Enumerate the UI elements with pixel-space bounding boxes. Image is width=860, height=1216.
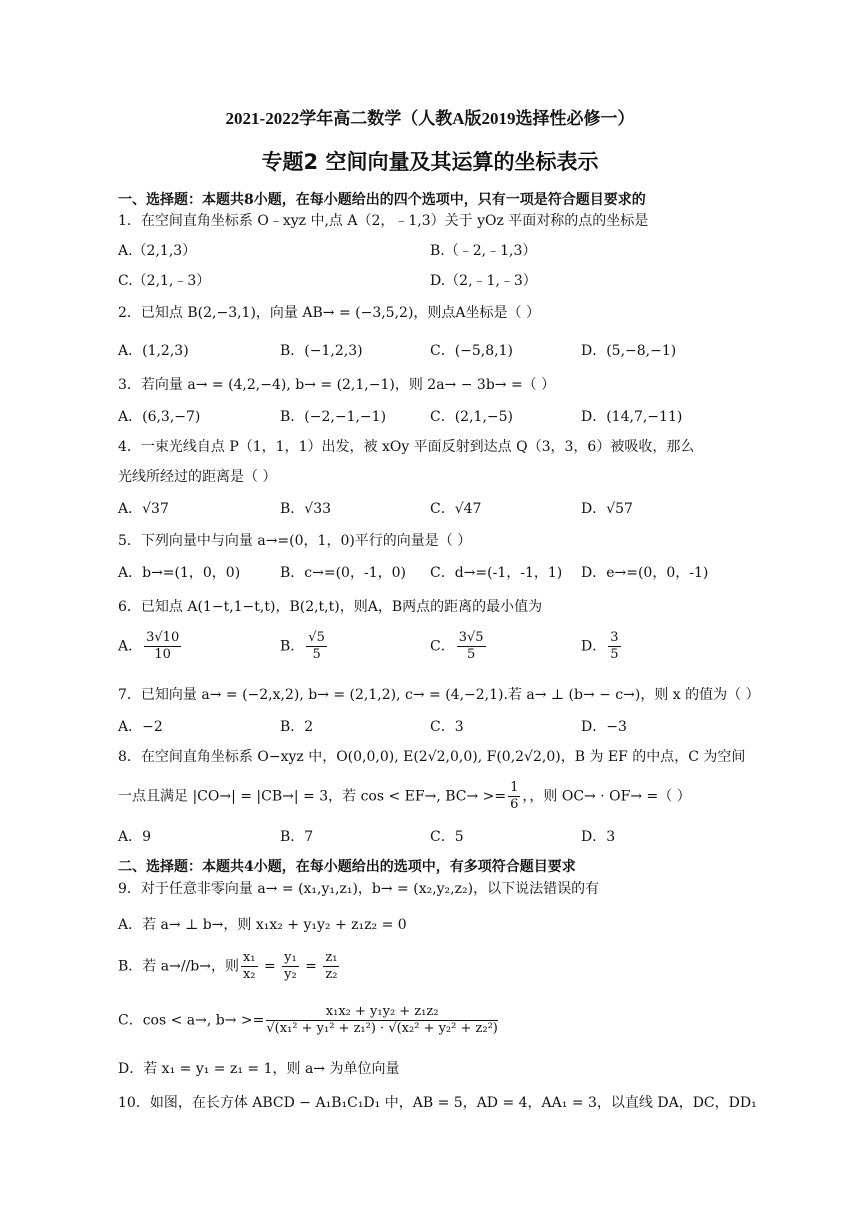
question-8-option-d: D．3 bbox=[581, 829, 616, 845]
question-6-stem: 6．已知点 A(1−t,1−t,t)，B(2,t,t)，则A，B两点的距离的最小值为 bbox=[118, 599, 543, 615]
fraction-y: $\frac{\text{y₁}}{\text{y₂}}$ bbox=[284, 950, 297, 982]
question-7-option-c: C．3 bbox=[430, 719, 464, 735]
option-label: B． bbox=[280, 638, 305, 655]
option-label: A． bbox=[118, 638, 143, 655]
question-6-option-d bbox=[581, 630, 623, 663]
question-9-option-b: B．若 a→//b→，则 $\frac{\text{x₁}}{\text{x₂}}$ = $\frac{\text{y₁}}{\text{y₂}}$ = $\frac{\text{z₁}}{\text{z₂}}$ bbox=[118, 950, 338, 982]
fraction-z: $\frac{\text{z₁}}{\text{z₂}}$ bbox=[325, 950, 338, 982]
question-1-option-a: A.（2,1,3） bbox=[118, 243, 197, 259]
question-7-option-d: D．−3 bbox=[581, 719, 627, 735]
question-2-option-a: A．(1,2,3) bbox=[118, 343, 189, 359]
question-3-option-a: A．(6,3,−7) bbox=[118, 409, 201, 425]
question-3-option-d: D．(14,7,−11) bbox=[581, 409, 683, 425]
question-8-option-c: C．5 bbox=[430, 829, 464, 845]
question-6-option-a bbox=[118, 630, 183, 663]
option-fraction: $\frac{√5}{5}$ bbox=[308, 630, 325, 662]
option-fraction: $\frac{3√10}{10}$ bbox=[146, 630, 180, 662]
question-4-stem-line-2: 光线所经过的距离是（ ） bbox=[118, 469, 277, 485]
question-9-option-d: D．若 x₁ = y₁ = z₁ = 1，则 a→ 为单位向量 bbox=[118, 1061, 400, 1077]
question-1-option-d: D.（2,﹣1,﹣3） bbox=[430, 273, 537, 289]
option-label: C． bbox=[430, 638, 455, 655]
question-4-stem-line-1: 4．一束光线自点 P（1，1，1）出发，被 xOy 平面反射到达点 Q（3，3，6）被吸收，那么 bbox=[118, 439, 695, 455]
question-1-option-c: C.（2,1,﹣3） bbox=[118, 273, 211, 289]
question-5-option-c: C．d→=(-1，-1，1) bbox=[430, 565, 563, 581]
question-2-option-b: B．(−1,2,3) bbox=[280, 343, 363, 359]
question-10-stem: 10．如图，在长方体 ABCD − A₁B₁C₁D₁ 中，AB = 5，AD = 4，AA₁ = 3，以直线 DA，DC，DD₁ bbox=[118, 1095, 757, 1111]
question-9-stem: 9．对于任意非零向量 a→ = (x₁,y₁,z₁)，b→ = (x₂,y₂,z₂)，以下说法错误的有 bbox=[118, 881, 600, 897]
option-text: C．cos < a→, b→ >= bbox=[118, 1012, 265, 1029]
question-4-option-d: D．√57 bbox=[581, 501, 633, 517]
question-7-option-b: B．2 bbox=[280, 719, 314, 735]
question-2-option-c: C．(−5,8,1) bbox=[430, 343, 513, 359]
question-7-option-a: A．−2 bbox=[118, 719, 163, 735]
section-heading-2: 二、选择题：本题共4小题，在每小题给出的选项中，有多项符合题目要求 bbox=[118, 859, 576, 875]
question-1-stem: 1．在空间直角坐标系 O﹣xyz 中,点 A（2，﹣1,3）关于 yOz 平面对称的点的坐标是 bbox=[118, 213, 649, 229]
stem-text: ，，则 OC→ · OF→ =（ ） bbox=[522, 788, 691, 805]
section-heading-1: 一、选择题：本题共8小题，在每小题给出的四个选项中，只有一项是符合题目要求的 bbox=[118, 192, 646, 208]
option-label: D． bbox=[581, 638, 607, 655]
question-4-option-b: B．√33 bbox=[280, 501, 332, 517]
question-5-option-a: A．b→=(1，0，0) bbox=[118, 565, 241, 581]
stem-text: 一点且满足 |CO→| = |CB→| = 3，若 cos < EF→, BC→ >= bbox=[118, 788, 507, 805]
option-fraction: $\frac{3}{5}$ bbox=[610, 630, 619, 662]
option-text: B．若 a→//b→，则 bbox=[118, 958, 239, 975]
question-2-stem: 2．已知点 B(2,−3,1)，向量 AB→ = (−3,5,2)，则点A坐标是（ ） bbox=[118, 305, 540, 321]
question-6-option-b bbox=[280, 630, 329, 663]
question-2-option-d: D．(5,−8,−1) bbox=[581, 343, 677, 359]
question-3-option-c: C．(2,1,−5) bbox=[430, 409, 513, 425]
document-title: 2021-2022学年高二数学（人教A版2019选择性必修一） bbox=[225, 109, 635, 128]
question-9-option-a: A．若 a→ ⊥ b→，则 x₁x₂ + y₁y₂ + z₁z₂ = 0 bbox=[118, 917, 407, 933]
option-fraction: $\frac{3√5}{5}$ bbox=[458, 630, 484, 662]
question-7-stem: 7．已知向量 a→ = (−2,x,2), b→ = (2,1,2), c→ = (4,−2,1).若 a→ ⊥ (b→ − c→)，则 x 的值为（ ） bbox=[118, 687, 760, 703]
question-3-option-b: B．(−2,−1,−1) bbox=[280, 409, 387, 425]
question-5-option-d: D．e→=(0，0，-1) bbox=[581, 565, 709, 581]
question-1-option-b: B.（﹣2,﹣1,3） bbox=[430, 243, 537, 259]
question-8-option-b: B．7 bbox=[280, 829, 314, 845]
document-subtitle: 专题2 空间向量及其运算的坐标表示 bbox=[261, 150, 599, 174]
question-3-stem: 3．若向量 a→ = (4,2,−4), b→ = (2,1,−1)，则 2a→ − 3b→ =（ ） bbox=[118, 377, 556, 393]
fraction-one-sixth: $\frac{1}{6}$ bbox=[510, 780, 519, 812]
question-5-stem: 5．下列向量中与向量 a→=(0，1，0)平行的向量是（ ） bbox=[118, 533, 472, 549]
question-8-stem-line-2 bbox=[118, 780, 691, 813]
question-8-stem-line-1: 8．在空间直角坐标系 O−xyz 中，O(0,0,0), E(2√2,0,0), F(0,2√2,0)，B 为 EF 的中点，C 为空间 bbox=[118, 749, 746, 765]
question-5-option-b: B．c→=(0，-1，0) bbox=[280, 565, 406, 581]
question-4-option-a: A．√37 bbox=[118, 501, 169, 517]
question-4-option-c: C．√47 bbox=[430, 501, 482, 517]
fraction-x: $\frac{\text{x₁}}{\text{x₂}}$ bbox=[242, 950, 256, 982]
question-9-option-c bbox=[118, 1004, 500, 1037]
question-8-option-a: A．9 bbox=[118, 829, 152, 845]
fraction-cosine: $\frac{\text{x₁x₂ + y₁y₂ + z₁z₂}}{\text{√(x₁² + y₁² + z₁²) · √(x₂² + y₂² + z₂²)}}$ bbox=[266, 1004, 498, 1036]
question-6-option-c bbox=[430, 630, 488, 663]
